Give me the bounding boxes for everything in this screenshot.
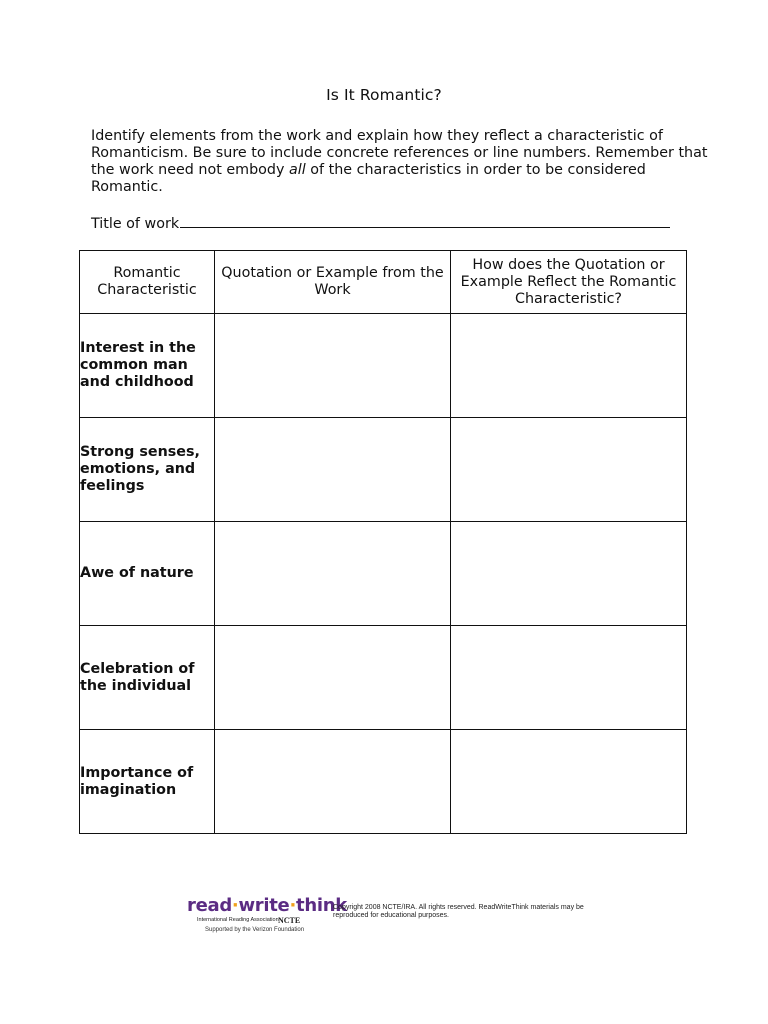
reflection-answer-cell[interactable] <box>451 730 687 834</box>
table-row <box>80 522 687 626</box>
logo-write: write <box>238 895 290 916</box>
footer <box>187 895 607 940</box>
copyright-text: Copyright 2008 NCTE/IRA. All rights reserved. ReadWriteThink materials may be reproduced for educational purposes. <box>333 904 584 919</box>
table-row <box>80 418 687 522</box>
ira-logo: International Reading Association <box>197 917 279 923</box>
title-of-work-label: Title of work <box>91 216 180 232</box>
header-romantic-characteristic: Romantic Characteristic <box>80 251 215 314</box>
instructions-text <box>91 128 711 196</box>
logo-separator: · <box>289 895 297 916</box>
characteristic-cell: Awe of nature <box>80 522 215 626</box>
page-title: Is It Romantic? <box>326 86 442 104</box>
instructions-pre: Identify elements from the work and explain how they reflect a characteristic of Romanticism. Be sure to include concrete references or line numbers. Remember that the work need not embody <box>91 128 708 178</box>
supported-by-text: Supported by the Verizon Foundation <box>205 927 305 933</box>
instructions-post: of the characteristics in order to be considered Romantic. <box>91 162 646 195</box>
header-how-it-reflects: How does the Quotation or Example Reflect the Romantic Characteristic? <box>451 251 687 314</box>
quotation-answer-cell[interactable] <box>215 626 451 730</box>
characteristic-cell: Importance of imagination <box>80 730 215 834</box>
reflection-answer-cell[interactable] <box>451 522 687 626</box>
table-row <box>80 730 687 834</box>
quotation-answer-cell[interactable] <box>215 314 451 418</box>
title-of-work-field <box>91 213 681 232</box>
quotation-answer-cell[interactable] <box>215 522 451 626</box>
logo-separator: · <box>231 895 239 916</box>
characteristic-cell: Strong senses, emotions, and feelings <box>80 418 215 522</box>
reflection-answer-cell[interactable] <box>451 626 687 730</box>
instructions-emphasis: all <box>289 162 306 178</box>
characteristic-cell: Celebration of the individual <box>80 626 215 730</box>
quotation-answer-cell[interactable] <box>215 730 451 834</box>
logo-read: read <box>187 895 232 916</box>
table-row <box>80 314 687 418</box>
reflection-answer-cell[interactable] <box>451 314 687 418</box>
ncte-logo: NCTE <box>278 916 301 925</box>
logo-think: think <box>296 895 347 916</box>
title-of-work-blank-line[interactable] <box>180 213 670 228</box>
table-header-row <box>80 251 687 314</box>
header-quotation-or-example: Quotation or Example from the Work <box>215 251 451 314</box>
table-row <box>80 626 687 730</box>
characteristic-cell: Interest in the common man and childhood <box>80 314 215 418</box>
romantic-characteristics-table <box>79 250 687 834</box>
readwritethink-logo <box>187 895 347 916</box>
quotation-answer-cell[interactable] <box>215 418 451 522</box>
reflection-answer-cell[interactable] <box>451 418 687 522</box>
